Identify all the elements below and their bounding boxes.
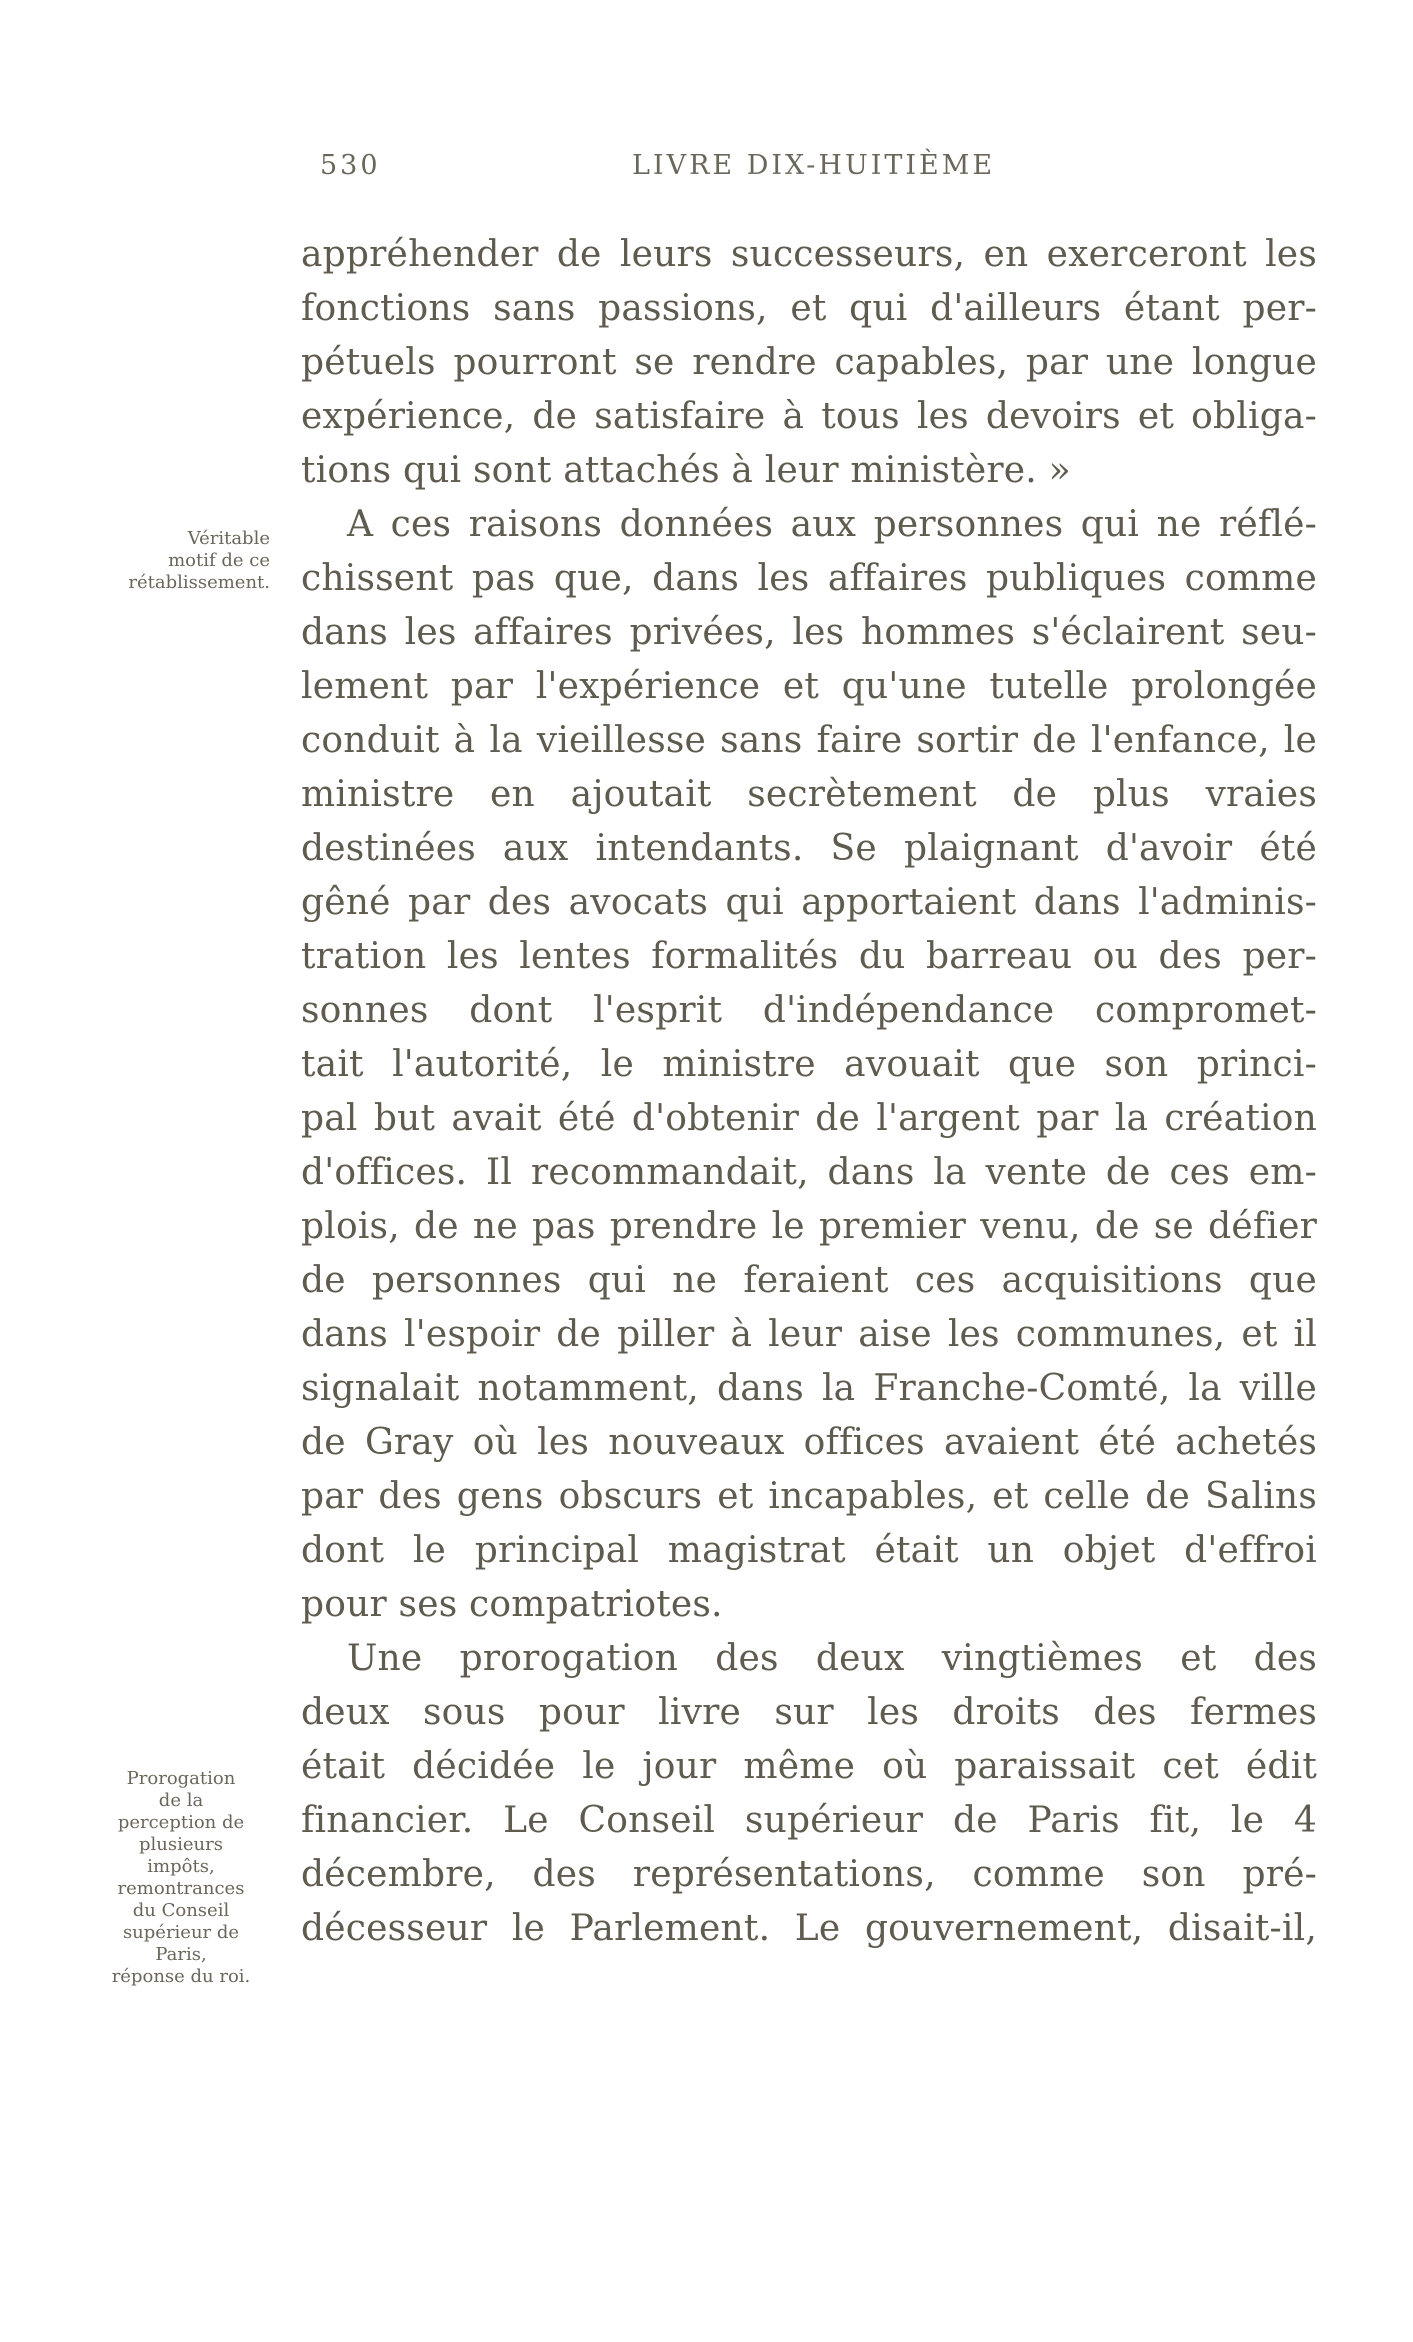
text-line: expérience, de satisfaire à tous les devoirs et obliga- (301, 396, 1317, 437)
margin-note-line: de la (158, 1790, 204, 1811)
text-line: deux sous pour livre sur les droits des fermes (301, 1692, 1317, 1733)
text-line: décesseur le Parlement. Le gouvernement, disait-il, (301, 1908, 1317, 1949)
running-title: LIVRE DIX-HUITIÈME (632, 150, 996, 181)
margin-note-line: perception de (117, 1812, 245, 1833)
text-line: tait l'autorité, le ministre avouait que son princi- (301, 1044, 1317, 1085)
text-line: appréhender de leurs successeurs, en exerceront les (301, 234, 1317, 275)
text-line: conduit à la vieillesse sans faire sortir de l'enfance, le (301, 720, 1317, 761)
text-line: dont le principal magistrat était un objet d'effroi (301, 1530, 1317, 1571)
text-line: chissent pas que, dans les affaires publiques comme (301, 558, 1317, 599)
margin-note-line: du Conseil (132, 1900, 230, 1921)
text-line: de Gray où les nouveaux offices avaient été achetés (301, 1422, 1317, 1463)
text-line: tration les lentes formalités du barreau ou des per- (301, 936, 1317, 977)
text-line: d'offices. Il recommandait, dans la vente de ces em- (301, 1152, 1317, 1193)
text-line: tions qui sont attachés à leur ministère. » (301, 450, 1071, 491)
margin-note-line: Véritable (187, 528, 270, 549)
text-line: de personnes qui ne feraient ces acquisitions que (301, 1260, 1317, 1301)
margin-note-prorogation (86, 1768, 276, 1988)
text-line: plois, de ne pas prendre le premier venu, de se défier (301, 1206, 1317, 1247)
running-head (320, 150, 1020, 200)
text-line: pour ses compatriotes. (301, 1584, 723, 1625)
text-line: A ces raisons données aux personnes qui ne réflé- (347, 504, 1317, 545)
text-line: lement par l'expérience et qu'une tutelle prolongée (301, 666, 1317, 707)
margin-note-line: remontrances (117, 1878, 245, 1899)
text-line: Une prorogation des deux vingtièmes et des (347, 1638, 1317, 1679)
text-line: sonnes dont l'esprit d'indépendance compromet- (301, 990, 1317, 1031)
text-line: fonctions sans passions, et qui d'ailleurs étant per- (301, 288, 1317, 329)
margin-note-line: Paris, (155, 1944, 207, 1965)
text-line: signalait notamment, dans la Franche-Comté, la ville (301, 1368, 1317, 1409)
margin-note-line: Prorogation (126, 1768, 236, 1789)
text-line: pétuels pourront se rendre capables, par une longue (301, 342, 1317, 383)
text-line: par des gens obscurs et incapables, et celle de Salins (301, 1476, 1317, 1517)
text-line: pal but avait été d'obtenir de l'argent par la création (301, 1098, 1317, 1139)
margin-note-line: impôts, (147, 1856, 215, 1877)
margin-note-line: réponse du roi. (111, 1966, 251, 1987)
margin-note-line: supérieur de (122, 1922, 240, 1943)
body-text (301, 228, 1317, 1956)
text-line: dans l'espoir de piller à leur aise les communes, et il (301, 1314, 1317, 1355)
text-line: gêné par des avocats qui apportaient dans l'adminis- (301, 882, 1317, 923)
text-line: dans les affaires privées, les hommes s'éclairent seu- (301, 612, 1317, 653)
margin-note-line: plusieurs (139, 1834, 223, 1855)
margin-note-line: motif de ce (168, 550, 270, 571)
text-line: ministre en ajoutait secrètement de plus vraies (301, 774, 1317, 815)
page-number: 530 (320, 150, 381, 181)
margin-note-line: rétablissement. (128, 572, 270, 593)
text-line: était décidée le jour même où paraissait cet édit (301, 1746, 1317, 1787)
text-line: décembre, des représentations, comme son pré- (301, 1854, 1317, 1895)
text-line: destinées aux intendants. Se plaignant d'avoir été (301, 828, 1317, 869)
text-line: financier. Le Conseil supérieur de Paris fit, le 4 (301, 1800, 1317, 1841)
margin-note-motif (60, 528, 270, 594)
